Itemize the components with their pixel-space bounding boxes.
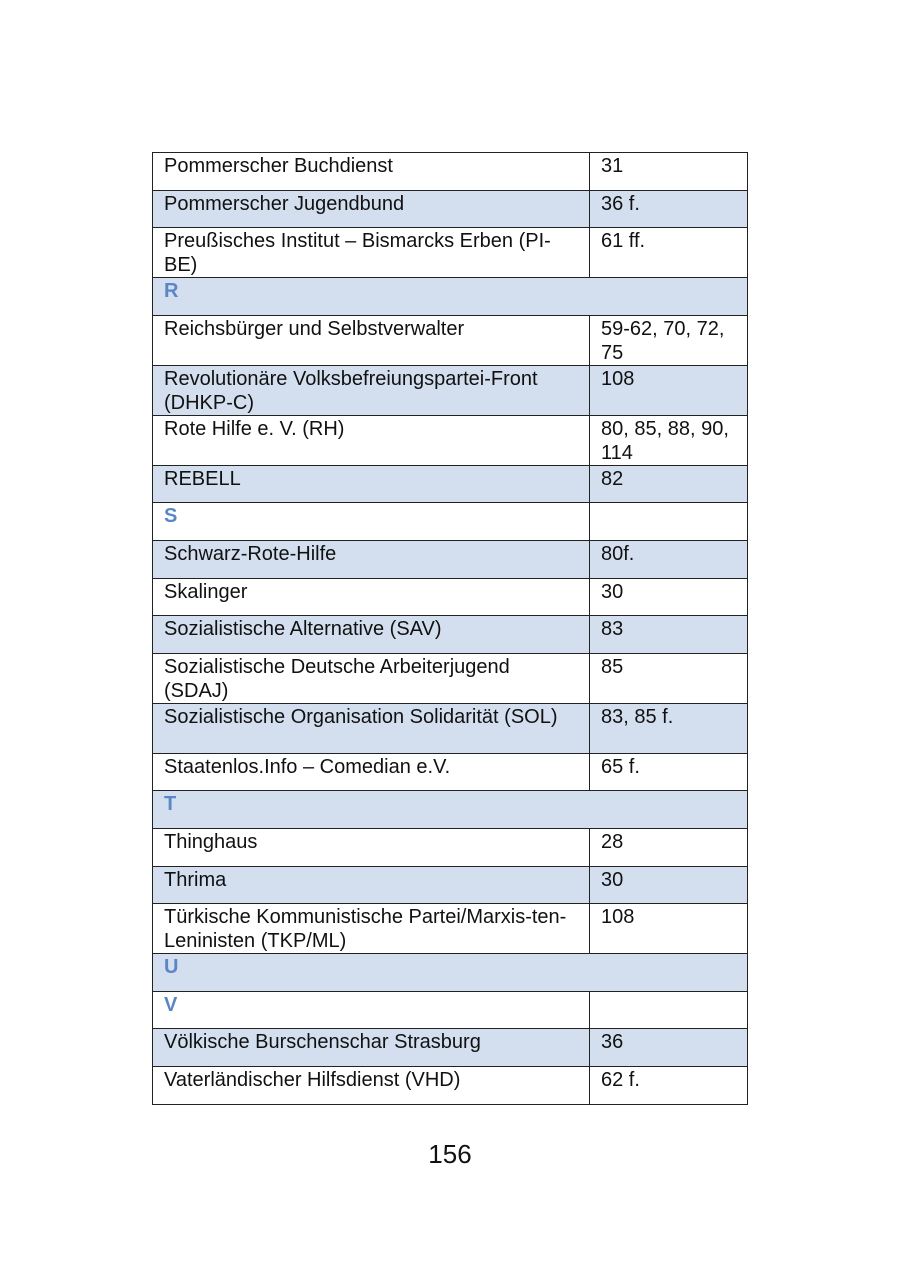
index-table-body bbox=[153, 153, 748, 1105]
index-term: Staatenlos.Info – Comedian e.V. bbox=[153, 753, 590, 791]
letter-heading: V bbox=[153, 991, 590, 1029]
index-term: Vaterländischer Hilfsdienst (VHD) bbox=[153, 1066, 590, 1104]
index-term: Revolutionäre Volksbefreiungspartei-Front (DHKP-C) bbox=[153, 365, 590, 415]
index-row bbox=[153, 904, 748, 954]
index-term: Pommerscher Jugendbund bbox=[153, 190, 590, 228]
index-pages: 82 bbox=[590, 465, 748, 503]
index-pages: 61 ff. bbox=[590, 228, 748, 278]
index-pages: 31 bbox=[590, 153, 748, 191]
index-row bbox=[153, 828, 748, 866]
index-pages: 36 f. bbox=[590, 190, 748, 228]
index-term: Türkische Kommunistische Partei/Marxis-ten-Leninisten (TKP/ML) bbox=[153, 904, 590, 954]
index-term: REBELL bbox=[153, 465, 590, 503]
letter-header-row bbox=[153, 278, 748, 316]
index-row bbox=[153, 228, 748, 278]
index-pages bbox=[590, 503, 748, 541]
index-pages: 83, 85 f. bbox=[590, 703, 748, 753]
index-row bbox=[153, 653, 748, 703]
index-pages: 83 bbox=[590, 616, 748, 654]
letter-heading: R bbox=[153, 278, 748, 316]
index-pages: 108 bbox=[590, 365, 748, 415]
index-row bbox=[153, 465, 748, 503]
index-row bbox=[153, 616, 748, 654]
index-row bbox=[153, 153, 748, 191]
index-row bbox=[153, 866, 748, 904]
letter-heading: S bbox=[153, 503, 590, 541]
index-row bbox=[153, 703, 748, 753]
letter-header-row bbox=[153, 991, 748, 1029]
index-term: Skalinger bbox=[153, 578, 590, 616]
index-pages: 62 f. bbox=[590, 1066, 748, 1104]
letter-header-row bbox=[153, 503, 748, 541]
index-term: Sozialistische Deutsche Arbeiterjugend (SDAJ) bbox=[153, 653, 590, 703]
index-row bbox=[153, 1066, 748, 1104]
index-term: Schwarz-Rote-Hilfe bbox=[153, 540, 590, 578]
index-pages: 108 bbox=[590, 904, 748, 954]
index-pages: 28 bbox=[590, 828, 748, 866]
page-number: 156 bbox=[428, 1139, 472, 1169]
letter-heading: U bbox=[153, 954, 748, 992]
index-term: Völkische Burschenschar Strasburg bbox=[153, 1029, 590, 1067]
index-term: Thrima bbox=[153, 866, 590, 904]
index-pages: 59-62, 70, 72, 75 bbox=[590, 315, 748, 365]
index-row bbox=[153, 1029, 748, 1067]
letter-header-row bbox=[153, 791, 748, 829]
index-term: Pommerscher Buchdienst bbox=[153, 153, 590, 191]
index-row bbox=[153, 315, 748, 365]
index-term: Preußisches Institut – Bismarcks Erben (PI-BE) bbox=[153, 228, 590, 278]
index-pages: 36 bbox=[590, 1029, 748, 1067]
index-row bbox=[153, 190, 748, 228]
letter-heading: T bbox=[153, 791, 748, 829]
index-term: Reichsbürger und Selbstverwalter bbox=[153, 315, 590, 365]
index-row bbox=[153, 365, 748, 415]
index-term: Thinghaus bbox=[153, 828, 590, 866]
letter-header-row bbox=[153, 954, 748, 992]
index-pages bbox=[590, 991, 748, 1029]
index-row bbox=[153, 578, 748, 616]
index-pages: 80f. bbox=[590, 540, 748, 578]
index-pages: 30 bbox=[590, 866, 748, 904]
index-table bbox=[152, 152, 748, 1105]
index-row bbox=[153, 540, 748, 578]
index-term: Sozialistische Alternative (SAV) bbox=[153, 616, 590, 654]
index-pages: 30 bbox=[590, 578, 748, 616]
index-term: Sozialistische Organisation Solidarität (SOL) bbox=[153, 703, 590, 753]
index-pages: 80, 85, 88, 90, 114 bbox=[590, 415, 748, 465]
index-pages: 65 f. bbox=[590, 753, 748, 791]
index-row bbox=[153, 753, 748, 791]
index-pages: 85 bbox=[590, 653, 748, 703]
index-term: Rote Hilfe e. V. (RH) bbox=[153, 415, 590, 465]
index-row bbox=[153, 415, 748, 465]
